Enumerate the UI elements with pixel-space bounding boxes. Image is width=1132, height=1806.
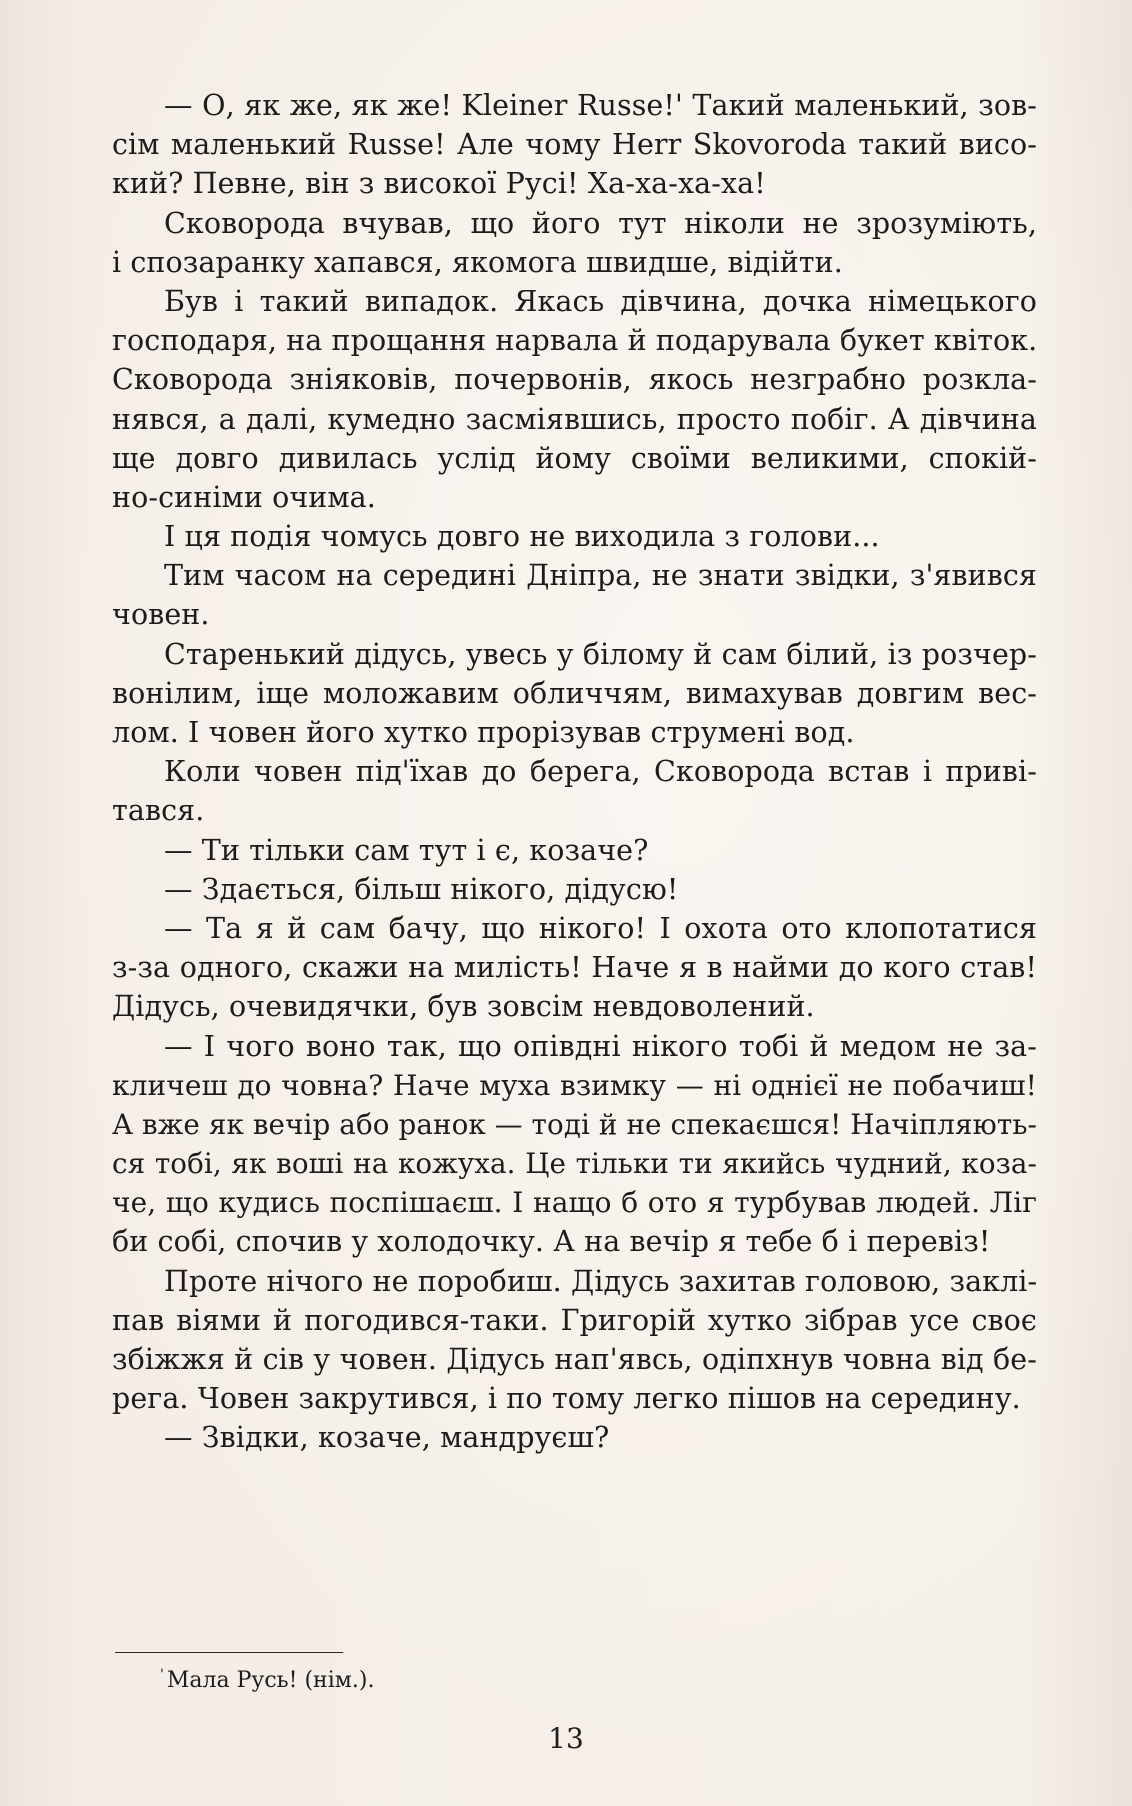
text-line: Сковорода зніяковів, почервонів, якось незграбно розкла- — [112, 363, 1037, 397]
text-line: Тим часом на середині Дніпра, не знати звідки, з'явився — [164, 559, 1037, 593]
text-line: ся тобі, як воші на кожуха. Це тільки ти якийсь чудний, коза- — [112, 1147, 1037, 1181]
text-line: Сковорода вчував, що його тут ніколи не зрозуміють, — [164, 206, 1037, 240]
text-line: Був і такий випадок. Якась дівчина, дочка німецького — [164, 284, 1037, 318]
text-line: сім маленький Russe! Але чому Herr Skovoroda такий висо- — [112, 128, 1037, 162]
text-line: Проте нічого не поробиш. Дідусь захитав головою, заклі- — [164, 1264, 1038, 1298]
text-line: човен. — [112, 598, 210, 632]
text-line: би собі, спочив у холодочку. А на вечір я тебе б і перевіз! — [112, 1225, 991, 1259]
text-line: — Звідки, козаче, мандруєш? — [164, 1421, 610, 1455]
text-line: кличеш до човна? Наче муха взимку — ні однієї не побачиш! — [112, 1068, 1037, 1102]
text-line: А вже як вечір або ранок — тоді й не спекаєшся! Начіпляють- — [112, 1107, 1037, 1141]
text-line: рега. Човен закрутився, і по тому легко пішов на середину. — [112, 1382, 1021, 1416]
body-text — [112, 86, 1037, 1458]
text-line: ще довго дивилась услід йому своїми великими, спокій- — [112, 441, 1037, 475]
footnote-marker: ' — [160, 1667, 164, 1683]
text-line: тався. — [112, 794, 205, 828]
text-line: і спозаранку хапався, якомога швидше, відійти. — [112, 245, 843, 279]
footnote — [160, 1660, 374, 1696]
text-line: Старенький дідусь, увесь у білому й сам білий, із розчер- — [164, 637, 1037, 671]
text-line: господаря, на прощання нарвала й подарувала букет квіток. — [112, 324, 1038, 358]
text-line: — О, як же, як же! Kleiner Russe!' Такий маленький, зов- — [164, 89, 1037, 122]
text-line: — Та я й сам бачу, що нікого! І охота ото клопотатися — [164, 911, 1037, 945]
text-line: лом. І човен його хутко прорізував струмені вод. — [112, 716, 855, 749]
text-line: нявся, а далі, кумедно засміявшись, просто побіг. А дівчина — [112, 402, 1037, 436]
text-line: че, що кудись поспішаєш. І нащо б ото я турбував людей. Ліг — [112, 1186, 1037, 1220]
text-line: — І чого воно так, що опівдні нікого тобі й медом не за- — [164, 1029, 1037, 1063]
text-line: Коли човен під'їхав до берега, Сковорода встав і приві- — [164, 755, 1037, 789]
text-line: з-за одного, скажи на милість! Наче я в найми до кого став! — [112, 951, 1037, 985]
footnote-divider — [115, 1652, 343, 1653]
footnote-text: Мала Русь! (нім.). — [166, 1668, 375, 1693]
text-line: кий? Певне, він з високої Русі! Ха-ха-ха-ха! — [112, 167, 766, 201]
text-line: — Здається, більш нікого, дідусю! — [164, 872, 679, 906]
text-line: Дідусь, очевидячки, був зовсім невдоволений. — [112, 990, 815, 1024]
page-number: 13 — [548, 1722, 584, 1755]
text-line: — Ти тільки сам тут і є, козаче? — [164, 833, 649, 867]
text-line: но-синіми очима. — [112, 480, 376, 514]
text-line: І ця подія чомусь довго не виходила з голови... — [164, 520, 880, 554]
text-line: пав віями й погодився-таки. Григорій хутко зібрав усе своє — [112, 1303, 1037, 1337]
text-line: вонілим, іще моложавим обличчям, вимахував довгим вес- — [112, 676, 1037, 710]
text-line: збіжжя й сів у човен. Дідусь нап'явсь, одіпхнув човна від бе- — [112, 1343, 1037, 1376]
